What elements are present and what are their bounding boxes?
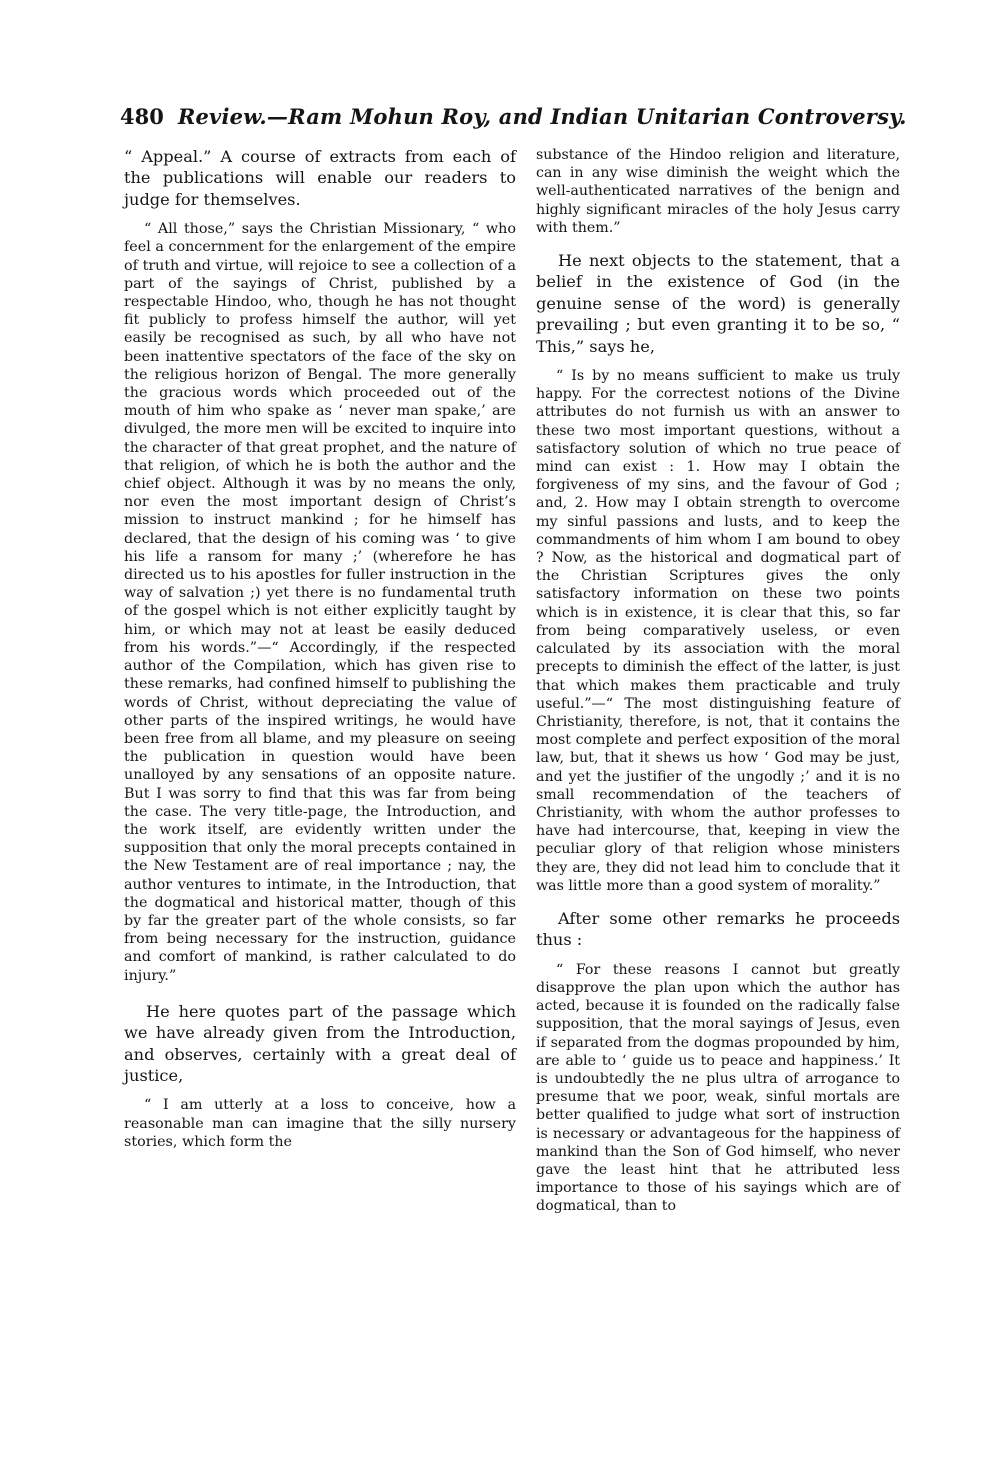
running-title: Review.—Ram Mohun Roy, and Indian Unitarian Controversy. <box>177 104 907 129</box>
objection-paragraph: He next objects to the statement, that a belief in the existence of God (in the genuine sense of the word) is generally prevailing ; but even granting it to be so, “ This,” says he, <box>536 251 900 356</box>
right-column <box>536 146 900 1216</box>
left-column <box>124 146 516 1151</box>
narrative-paragraph: He here quotes part of the passage which we have already given from the Introduction, and observes, certainly with a great deal of justice, <box>124 1001 516 1085</box>
continued-quote: substance of the Hindoo religion and literature, can in any wise diminish the weight which the well-authenticated narratives of the benign and highly significant miracles of the holy Jesus carry with them.” <box>536 147 900 236</box>
happiness-quote: “ Is by no means sufficient to make us truly happy. For the correctest notions of the Divine attributes do not furnish us with an answer to these two most important questions, without a satisfactory solution of which no true peace of mind can exist : 1. How may I obtain the forgiveness of my sins, and the favour of God ; and, 2. How may I obtain strength to overcome my sinful passions and lusts, and to keep the commandments of him whom I am bound to obey ? Now, as the historical and dogmatical part of the Christian Scriptures gives the only satisfactory information on these two points which is in existence, it is clear that this, so far from being comparatively useless, or even calculated by its association with the moral precepts to diminish the effect of the latter, is just that which makes them practicable and truly useful.”—“ The most distinguishing feature of Christianity, therefore, is not, that it contains the most complete and perfect exposition of the moral law, but, that it shews us how ‘ God may be just, and yet the justifier of the ungodly ;’ and it is no small recommendation of the teachers of Christianity, with whom the author professes to have had intercourse, that, keeping in view the peculiar glory of that religion whose ministers they are, they did not lead him to conclude that it was little more than a good system of morality.” <box>536 368 900 894</box>
running-header <box>120 104 920 129</box>
page-number: 480 <box>120 104 164 129</box>
disapprove-quote: “ For these reasons I cannot but greatly disapprove the plan upon which the author has acted, because it is founded on the radically false supposition, that the moral sayings of Jesus, even if separated from the dogmas propounded by him, are able to ‘ guide us to peace and happiness.’ It is undoubtedly the ne plus ultra of arrogance to presume that we poor, weak, sinful mortals are better qualified to judge what sort of instruction is necessary or advantageous for the happiness of mankind than the Son of God himself, who never gave the least hint that he attributed less importance to those of his sayings which are of dogmatical, than to <box>536 961 900 1215</box>
proceeds-paragraph: After some other remarks he proceeds thus : <box>536 908 900 950</box>
intro-paragraph: “ Appeal.” A course of extracts from each of the publications will enable our readers to judge for themselves. <box>124 147 516 209</box>
missionary-quote: “ All those,” says the Christian Missionary, “ who feel a concernment for the enlargement of the empire of truth and virtue, will rejoice to see a collection of a part of the sayings of Christ, published by a respectable Hindoo, who, though he has not thought fit publicly to profess himself the author, will yet easily be recognised as such, by all who have not been inattentive spectators of the face of the sky on the religious horizon of Bengal. The more generally the gracious words which proceeded out of the mouth of him who spake as ‘ never man spake,’ are divulged, the more men will be excited to inquire into the character of that great prophet, and the nature of that religion, of which he is both the author and the chief object. Although it was by no means the only, nor even the most important design of Christ’s mission to instruct mankind ; for he himself has declared, that the design of his coming was ‘ to give his life a ransom for many ;’ (wherefore he has directed us to his apostles for fuller instruction in the way of salvation ;) yet there is no fundamental truth of the gospel which is not either explicitly taught by him, or which may not at least be easily deduced from his words.”—“ Accordingly, if the respected author of the Compilation, which has given rise to these remarks, had confined himself to publishing the words of Christ, without depreciating the value of other parts of the inspired writings, he would have been free from all blame, and my pleasure on seeing the publication in question would have been unalloyed by any sensations of an opposite nature. But I was sorry to find that this was far from being the case. The very title-page, the Introduction, and the work itself, are evidently written under the supposition that only the moral precepts contained in the New Testament are of real importance ; nay, the author ventures to intimate, in the Introduction, that the dogmatical and historical matter, though of this by far the greater part of the whole consists, so far from being necessary for the instruction, guidance and comfort of mankind, is rather calculated to do injury.” <box>124 221 516 984</box>
nursery-stories-quote: “ I am utterly at a loss to conceive, how a reasonable man can imagine that the silly nursery stories, which form the <box>124 1097 516 1150</box>
